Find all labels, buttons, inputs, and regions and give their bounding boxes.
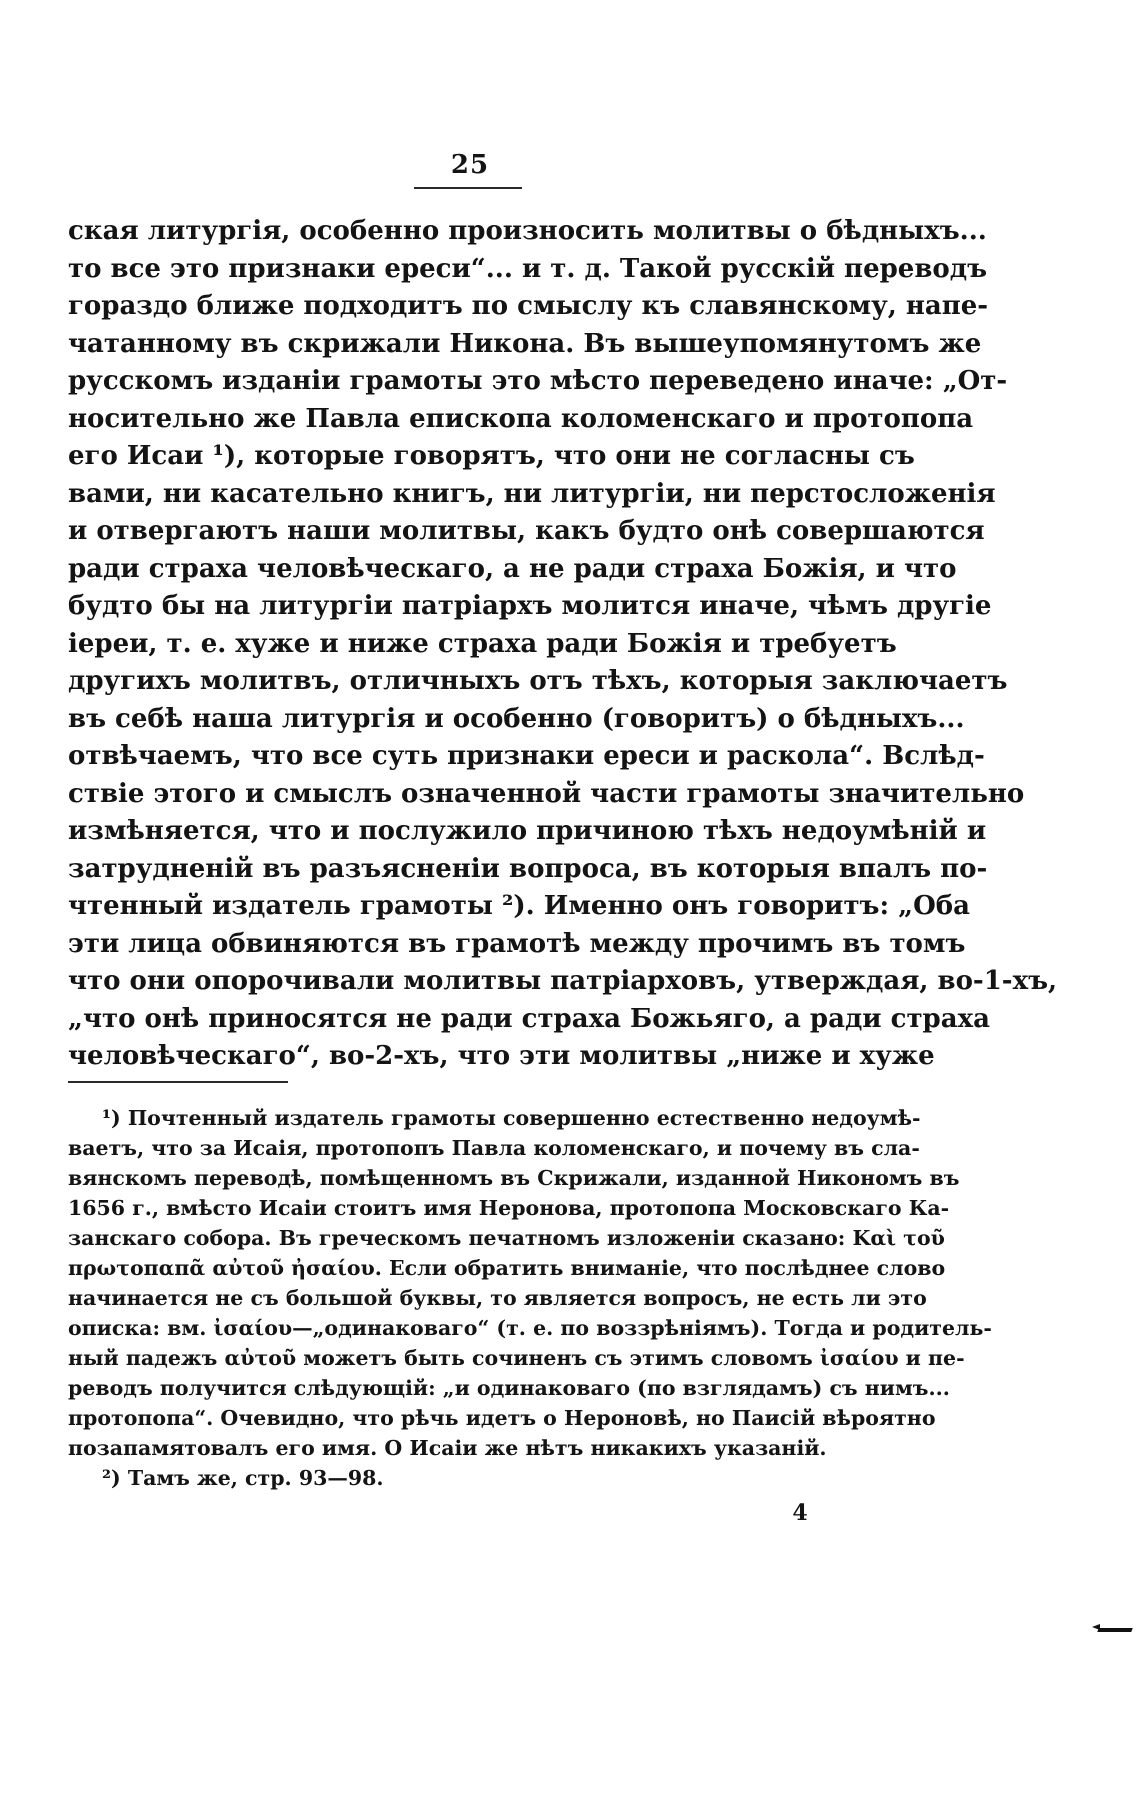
footnote-line: ²) Тамъ же, стр. 93—98. <box>102 1466 384 1490</box>
footnote-line: описка: вм. ἰσαίου—„одинаковаго“ (т. е. по воззрѣніямъ). Тогда и родитель- <box>68 1316 992 1340</box>
text-line: измѣняется, что и послужило причиною тѣхъ недоумѣній и <box>68 816 987 846</box>
text-line: іереи, т. е. хуже и ниже страха ради Божія и требуетъ <box>68 628 897 659</box>
edge-mark-icon <box>1097 1628 1132 1632</box>
footnote-line: πρωτοπαπᾶ αὐτοῦ ἠσαίου. Если обратить вниманіе, что послѣднее слово <box>68 1256 946 1280</box>
text-line: человѣческаго“, во-2-хъ, что эти молитвы „ниже и хуже <box>68 1041 935 1071</box>
text-line: затрудненій въ разъясненіи вопроса, въ которыя впалъ по- <box>68 853 988 884</box>
text-line: что они опорочивали молитвы патріарховъ, утверждая, во-1-хъ, <box>68 966 1058 996</box>
text-line: вами, ни касательно книгъ, ни литургіи, ни перстосложенія <box>68 478 996 509</box>
signature-mark: 4 <box>792 1500 808 1526</box>
text-line: ская литургія, особенно произносить молитвы о бѣдныхъ... <box>68 216 987 246</box>
footnote-line: реводъ получится слѣдующій: „и одинаковаго (по взглядамъ) съ нимъ... <box>68 1376 950 1400</box>
text-line: въ себѣ наша литургія и особенно (говоритъ) о бѣдныхъ... <box>68 703 965 734</box>
text-line: чатанному въ скрижали Никона. Въ вышеупомянутомъ же <box>68 328 982 359</box>
text-line: носительно же Павла епископа коломенскаго и протопопа <box>68 403 974 434</box>
page-number: 25 <box>450 150 490 180</box>
page-number-rule <box>414 187 522 189</box>
text-line: ради страха человѣческаго, а не ради страха Божія, и что <box>68 553 957 584</box>
body-text <box>68 213 1058 1076</box>
text-line: его Исаи ¹), которые говорятъ, что они не согласны съ <box>68 441 915 471</box>
footnote-line: занскаго собора. Въ греческомъ печатномъ изложеніи сказано: Καὶ τοῦ <box>68 1226 945 1250</box>
text-line: ствіе этого и смыслъ означенной части грамоты значительно <box>68 778 1025 809</box>
text-line: будто бы на литургіи патріархъ молится иначе, чѣмъ другіе <box>68 591 992 621</box>
edge-mark-tip-icon <box>1092 1624 1100 1630</box>
footnote-line: 1656 г., вмѣсто Исаіи стоитъ имя Неронова, протопопа Московскаго Ка- <box>68 1196 950 1220</box>
text-line: эти лица обвиняются въ грамотѣ между прочимъ въ томъ <box>68 928 966 959</box>
footnote-separator <box>68 1081 288 1083</box>
footnote-line: ный падежъ αὐτοῦ можетъ быть сочиненъ съ этимъ словомъ ἰσαίου и пе- <box>68 1346 965 1370</box>
footnote-line: позапамятовалъ его имя. О Исаіи же нѣтъ никакихъ указаній. <box>68 1436 827 1460</box>
text-line: другихъ молитвъ, отличныхъ отъ тѣхъ, которыя заключаетъ <box>68 666 1008 696</box>
text-line: и отвергаютъ наши молитвы, какъ будто онѣ совершаются <box>68 516 985 546</box>
text-line: „что онѣ приносятся не ради страха Божьяго, а ради страха <box>68 1003 990 1034</box>
footnote-line: ¹) Почтенный издатель грамоты совершенно естественно недоумѣ- <box>102 1106 921 1130</box>
footnote-line: начинается не съ большой буквы, то является вопросъ, не есть ли это <box>68 1286 927 1310</box>
text-line: отвѣчаемъ, что все суть признаки ереси и раскола“. Вслѣд- <box>68 741 985 771</box>
footnotes <box>68 1103 992 1493</box>
footnote-line: вянскомъ переводѣ, помѣщенномъ въ Скрижали, изданной Никономъ въ <box>68 1166 960 1190</box>
text-line: то все это признаки ереси“... и т. д. Такой русскій переводъ <box>68 253 988 284</box>
footnote-line: протопопа“. Очевидно, что рѣчь идетъ о Нероновѣ, но Паисій вѣроятно <box>68 1406 936 1430</box>
text-line: гораздо ближе подходитъ по смыслу къ славянскому, напе- <box>68 291 989 321</box>
text-line: чтенный издатель грамоты ²). Именно онъ говоритъ: „Оба <box>68 891 970 921</box>
text-line: русскомъ изданіи грамоты это мѣсто переведено иначе: „От- <box>68 366 1008 396</box>
footnote-line: ваетъ, что за Исаія, протопопъ Павла коломенскаго, и почему въ сла- <box>68 1136 920 1160</box>
